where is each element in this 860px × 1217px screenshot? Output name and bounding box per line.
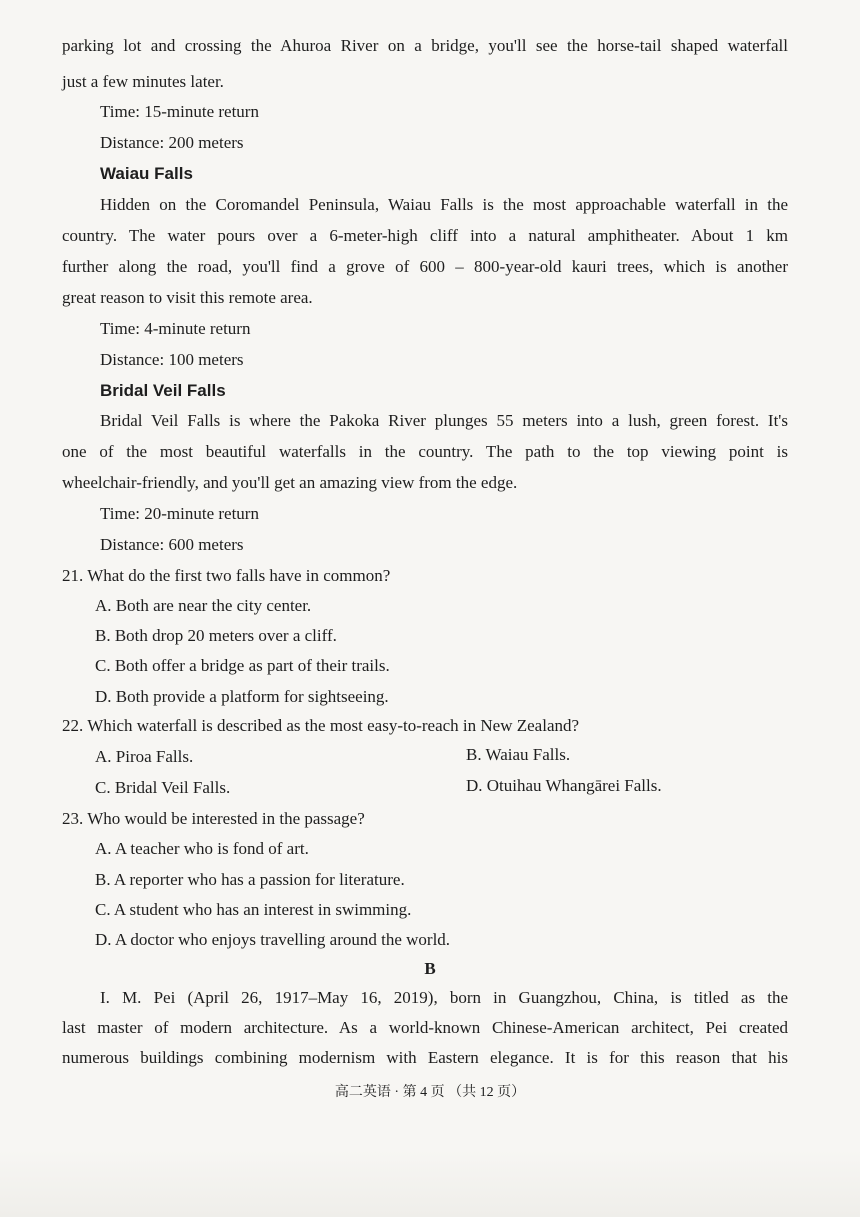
bridal-line-2: one of the most beautiful waterfalls in the country. The path to the top viewing point is (62, 442, 788, 461)
bridal-veil-falls-heading: Bridal Veil Falls (100, 381, 226, 400)
question-21-option-b: B. Both drop 20 meters over a cliff. (95, 626, 337, 645)
question-22-option-a: A. Piroa Falls. (95, 747, 194, 766)
question-22-option-b: B. Waiau Falls. (466, 745, 571, 764)
question-23-option-c: C. A student who has an interest in swimming. (95, 900, 412, 919)
waiau-time: Time: 4-minute return (100, 319, 251, 338)
question-23-option-a: A. A teacher who is fond of art. (95, 839, 309, 858)
intro-line-1: parking lot and crossing the Ahuroa River on a bridge, you'll see the horse-tail shaped waterfall (62, 36, 788, 55)
question-21-option-d: D. Both provide a platform for sightseeing. (95, 687, 389, 706)
question-22-option-d: D. Otuihau Whangārei Falls. (466, 776, 662, 795)
question-21-stem: 21. What do the first two falls have in common? (62, 566, 391, 585)
question-23-option-d: D. A doctor who enjoys travelling around the world. (95, 930, 451, 949)
bridal-line-3: wheelchair-friendly, and you'll get an amazing view from the edge. (62, 473, 518, 492)
bridal-line-1: Bridal Veil Falls is where the Pakoka River plunges 55 meters into a lush, green forest. It's (100, 411, 788, 430)
intro-line-2: just a few minutes later. (62, 72, 224, 91)
waiau-line-1: Hidden on the Coromandel Peninsula, Waiau Falls is the most approachable waterfall in the (100, 195, 788, 214)
question-22-stem: 22. Which waterfall is described as the most easy-to-reach in New Zealand? (62, 716, 580, 735)
waiau-line-4: great reason to visit this remote area. (62, 288, 313, 307)
question-21-option-c: C. Both offer a bridge as part of their trails. (95, 656, 390, 675)
waiau-line-3: further along the road, you'll find a grove of 600 – 800-year-old kauri trees, which is another (62, 257, 788, 276)
question-23-option-b: B. A reporter who has a passion for literature. (95, 870, 405, 889)
pei-line-1: I. M. Pei (April 26, 1917–May 16, 2019), born in Guangzhou, China, is titled as the (100, 988, 788, 1007)
bridal-distance: Distance: 600 meters (100, 535, 244, 554)
piroa-time: Time: 15-minute return (100, 102, 259, 121)
waiau-falls-heading: Waiau Falls (100, 164, 193, 183)
pei-line-2: last master of modern architecture. As a world-known Chinese-American architect, Pei created (62, 1018, 788, 1037)
page-footer: 高二英语 · 第 4 页 （共 12 页） (334, 1085, 526, 1100)
question-22-option-c: C. Bridal Veil Falls. (95, 778, 231, 797)
bridal-time: Time: 20-minute return (100, 504, 259, 523)
scan-shadow (0, 1150, 860, 1217)
pei-line-3: numerous buildings combining modernism with Eastern elegance. It is for this reason that his (62, 1048, 788, 1067)
waiau-line-2: country. The water pours over a 6-meter-high cliff into a natural amphitheater. About 1 km (62, 226, 788, 245)
question-21-option-a: A. Both are near the city center. (95, 596, 312, 615)
waiau-distance: Distance: 100 meters (100, 350, 244, 369)
piroa-distance: Distance: 200 meters (100, 133, 244, 152)
section-b-label: B (424, 959, 436, 978)
question-23-stem: 23. Who would be interested in the passage? (62, 809, 365, 828)
